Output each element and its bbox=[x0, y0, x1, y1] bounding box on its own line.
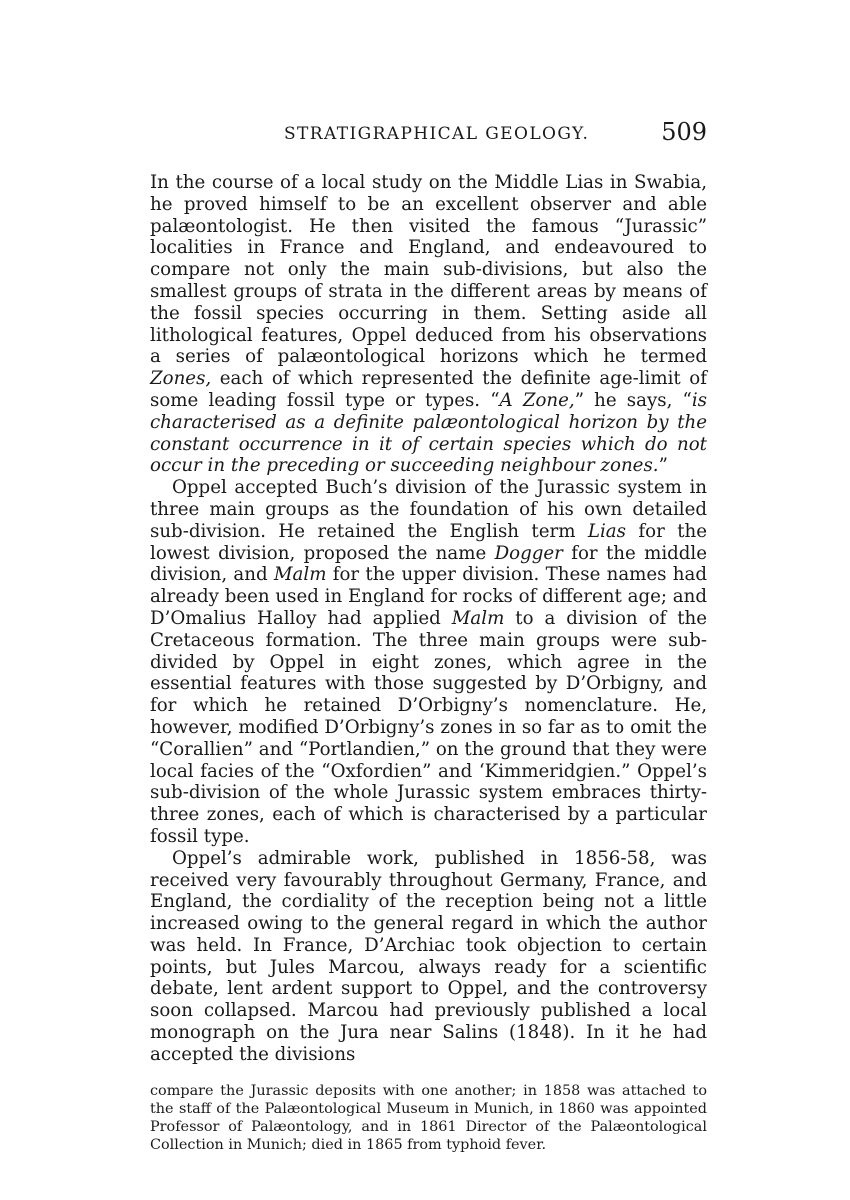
running-head bbox=[150, 118, 707, 152]
term-lias: Lias bbox=[587, 520, 626, 542]
paragraph-2-text-b: for the lowest division, proposed the name bbox=[150, 520, 708, 564]
paragraph-3: Oppel’s admirable work, published in 1856-58, was received very favourably throughout Germany, France, and England, the cordiality of the reception being not a little increased owing to the general regard in which the author was held. In France, D’Archiac took objection to certain points, but Jules Marcou, always ready for a scientific debate, lent ardent support to Oppel, and the controversy soon collapsed. Marcou had previously published a local monograph on the Jura near Salins (1848). In it he had accepted the divisions bbox=[150, 847, 707, 1065]
body-text bbox=[150, 172, 707, 1066]
zone-definition-quote: is characterised as a definite palæontological horizon by the constant occurrence in it of certain species which do not occur in the preceding or succeeding neighbour zones. bbox=[150, 389, 707, 477]
term-dogger: Dogger bbox=[494, 542, 563, 564]
running-title: STRATIGRAPHICAL GEOLOGY. bbox=[284, 124, 590, 144]
paragraph-2-text-d: for the upper division. These names had already been used in England for rocks of different age; and D’Omalius Halloy had applied bbox=[150, 564, 707, 629]
paragraph-1 bbox=[150, 172, 707, 477]
book-page bbox=[150, 118, 707, 1154]
page-number: 509 bbox=[661, 118, 707, 146]
paragraph-2 bbox=[150, 477, 707, 848]
paragraph-1-text-d: ” bbox=[658, 455, 668, 477]
term-a-zone: A Zone, bbox=[499, 389, 575, 411]
term-malm: Malm bbox=[273, 564, 327, 586]
paragraph-2-text-a: Oppel accepted Buch’s division of the Jurassic system in three main groups as the foundation of his own detailed sub-division. He retained the English term bbox=[150, 477, 707, 542]
paragraph-1-text-c: ” he says, “ bbox=[574, 389, 692, 411]
paragraph-2-text-c: for the middle division, and bbox=[150, 542, 708, 586]
footnote bbox=[150, 1082, 707, 1155]
paragraph-1-text-b: each of which represented the definite age-limit of some leading fossil type or types. “ bbox=[150, 368, 707, 411]
paragraph-1-text-a: In the course of a local study on the Middle Lias in Swabia, he proved himself to be an excellent observer and able palæontologist. He then visited the famous “Jurassic” localities in France and England, and endeavoured to compare not only the main sub-divisions, but also the smallest groups of strata in the different areas by means of the fossil species occurring in them. Setting aside all lithological features, Oppel deduced from his observations a series of palæontological horizons which he termed bbox=[150, 172, 707, 368]
footnote-text: compare the Jurassic deposits with one another; in 1858 was attached to the staff of the Palæontological Museum in Munich, in 1860 was appointed Professor of Palæontology, and in 1861 Director of the Palæontological Collection in Munich; died in 1865 from typhoid fever. bbox=[150, 1082, 707, 1154]
term-malm-second: Malm bbox=[451, 607, 505, 629]
paragraph-2-text-e: to a division of the Cretaceous formation. The three main groups were sub-divided by Oppel in eight zones, which agree in the essential features with those suggested by D’Orbigny, and for which he retained D’Orbigny’s nomenclature. He, however, modified D’Orbigny’s zones in so far as to omit the “Corallien” and “Portlandien,” on the ground that they were local facies of the “Oxfordien” and ‘Kimmeridgien.” Oppel’s sub-division of the whole Jurassic system embraces thirty-three zones, each of which is characterised by a particular fossil type. bbox=[150, 607, 707, 847]
term-zones: Zones, bbox=[150, 368, 212, 390]
